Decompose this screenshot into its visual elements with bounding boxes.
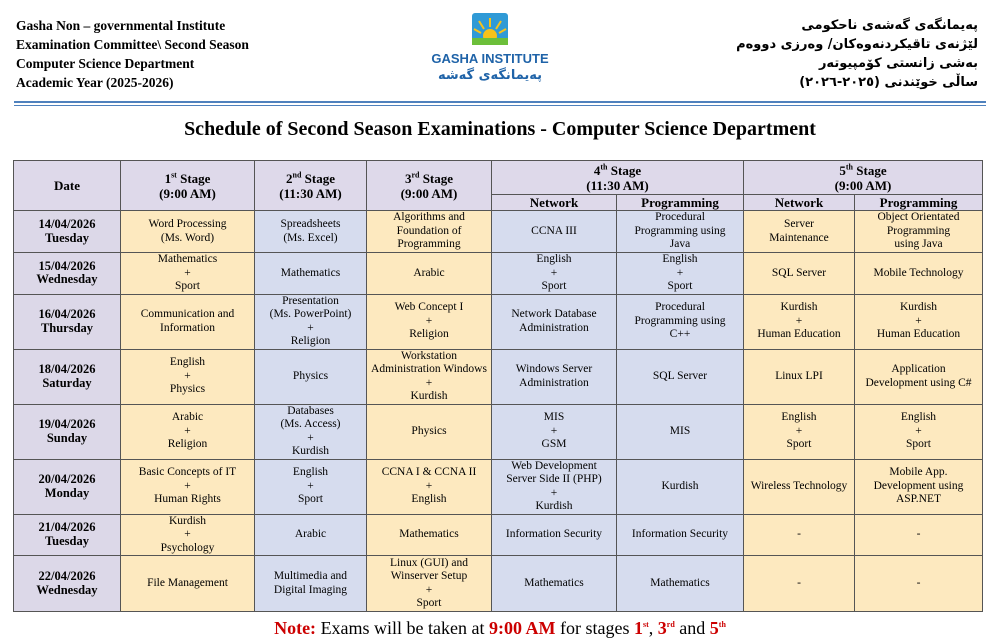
date-cell (14, 404, 121, 459)
stage-4-network-cell (492, 294, 617, 349)
stage-4-programming-cell (617, 459, 744, 514)
subject-line: + (550, 424, 558, 437)
stage-5-programming-cell (855, 349, 983, 404)
subject-line: Sport (541, 280, 567, 292)
subject-line: Procedural (655, 301, 705, 314)
date-cell (14, 556, 121, 612)
subject-line: + (676, 266, 684, 279)
subject-line: Arabic (294, 528, 327, 540)
subject-line: English (169, 356, 206, 369)
subject-line: + (915, 314, 922, 327)
stage-2-cell (255, 294, 367, 349)
institute-name-ku: پەیمانگەی گەشەی ناحکومی (801, 18, 978, 33)
exam-day: Monday (44, 485, 90, 500)
exam-day: Tuesday (44, 533, 89, 548)
stage-5-network-cell (744, 349, 855, 404)
stage-4-network-cell (492, 349, 617, 404)
subject-line: CCNA III (531, 224, 577, 237)
date-cell (14, 253, 121, 295)
stage-3-cell (367, 556, 492, 612)
exam-date: 16/04/2026 (38, 307, 96, 321)
table-row (14, 294, 983, 349)
subject-line: Databases (287, 404, 334, 417)
stage-5-network-cell (744, 459, 855, 514)
subject-line: Mathematics (280, 266, 341, 279)
subject-line: + (915, 424, 922, 437)
stage-4-network-cell (492, 459, 617, 514)
stage-5-programming-cell (855, 459, 983, 514)
subject-line: Religion (167, 438, 208, 451)
exam-day: Saturday (42, 375, 92, 390)
subject-line: ASP.NET (895, 493, 942, 506)
subject-line: Religion (409, 328, 449, 341)
date-cell (14, 514, 121, 556)
date-column-header: Date (14, 161, 121, 211)
subject-line: + (425, 376, 433, 389)
committee-name: Examination Committee\ Second Season (16, 37, 249, 52)
subject-line: English (781, 411, 817, 424)
stage-2-cell (255, 349, 367, 404)
stage-4-programming-cell (617, 514, 744, 556)
subject-line: Kurdish (535, 500, 573, 512)
subject-line: Development using C# (865, 376, 972, 389)
stage-4-programming-cell (617, 556, 744, 612)
stage-5-programming-cell (855, 253, 983, 295)
stage-5-network-cell (744, 404, 855, 459)
subject-line: + (550, 486, 558, 499)
stage-1-header: 1st Stage (9:00 AM) (121, 161, 255, 211)
stage-4-network-cell (492, 211, 617, 253)
stage-3-cell (367, 349, 492, 404)
subject-line: Application (891, 363, 946, 375)
stage-1-cell (121, 556, 255, 612)
stage-4-programming-cell (617, 404, 744, 459)
stage-4-programming-cell (617, 253, 744, 295)
table-row (14, 349, 983, 404)
subject-line: Word Processing (148, 218, 227, 230)
subject-line: Mathematics (399, 528, 459, 540)
table-row (14, 556, 983, 612)
subject-line: CCNA I & CCNA II (381, 466, 477, 479)
stage-5-network-cell (744, 514, 855, 556)
table-row (14, 211, 983, 253)
subject-line: Human Rights (154, 493, 221, 506)
table-row (14, 404, 983, 459)
stage-3-cell (367, 459, 492, 514)
subject-line: Workstation (401, 349, 457, 362)
subject-line: Kurdish (410, 390, 448, 402)
stage-1-cell (121, 294, 255, 349)
subject-line: using Java (894, 238, 943, 251)
subject-line: Kurdish (780, 301, 818, 314)
stage-4-programming-cell (617, 349, 744, 404)
stage-4-network-cell (492, 514, 617, 556)
subject-line: Psychology (160, 541, 215, 554)
subject-line: Foundation of (396, 224, 462, 237)
exam-date: 15/04/2026 (38, 258, 96, 273)
subject-line: - (916, 528, 921, 540)
subject-line: Mathematics (524, 576, 584, 589)
subject-line: + (307, 321, 314, 334)
academic-year-ku: ساڵی خوێندنی (٢٠٢٥-٢٠٢٦) (799, 75, 978, 90)
subject-line: Arabic (171, 411, 204, 424)
subject-line: Procedural (655, 211, 705, 224)
stage-3-header: 3rd Stage (9:00 AM) (367, 161, 492, 211)
stage-4-network-header: Network (492, 195, 617, 211)
stage-1-cell (121, 459, 255, 514)
stage-5-programming-header: Programming (855, 195, 983, 211)
subject-line: C++ (669, 328, 691, 341)
stage-5-network-cell (744, 556, 855, 612)
stage-4-network-cell (492, 253, 617, 295)
stage-1-cell (121, 514, 255, 556)
subject-line: + (425, 314, 433, 327)
subject-line: Administration Windows (371, 363, 487, 375)
subject-line: MIS (669, 424, 691, 437)
header-divider-thin (14, 105, 986, 106)
subject-line: GSM (541, 438, 567, 451)
stage-5-programming-cell (855, 211, 983, 253)
subject-line: Mathematics (650, 576, 710, 589)
exam-day: Wednesday (36, 582, 98, 597)
subject-line: Kurdish (291, 445, 330, 457)
subject-line: Maintenance (769, 231, 829, 244)
subject-line: + (307, 431, 314, 444)
subject-line: Object Orientated (877, 211, 960, 224)
subject-line: Wireless Technology (750, 479, 848, 492)
subject-line: Windows Server (515, 363, 593, 375)
subject-line: Network Database (511, 308, 597, 320)
subject-line: Linux (GUI) and (390, 556, 468, 569)
stage-5-network-header: Network (744, 195, 855, 211)
stage-2-cell (255, 253, 367, 295)
stage-4-network-cell (492, 556, 617, 612)
logo-english-text: GASHA INSTITUTE (431, 51, 549, 66)
stage-2-cell (255, 404, 367, 459)
subject-line: Development using (873, 479, 964, 492)
date-cell (14, 459, 121, 514)
subject-line: SQL Server (771, 266, 827, 279)
stage-2-header: 2nd Stage (11:30 AM) (255, 161, 367, 211)
exam-date: 20/04/2026 (38, 472, 96, 486)
header-right (736, 16, 978, 92)
stage-5-programming-cell (855, 404, 983, 459)
stage-4-programming-header: Programming (617, 195, 744, 211)
subject-line: MIS (543, 411, 565, 424)
subject-line: Human Education (876, 328, 961, 341)
subject-line: + (184, 528, 191, 540)
exam-date: 19/04/2026 (38, 417, 96, 431)
exam-date: 18/04/2026 (38, 362, 96, 376)
subject-line: Administration (519, 376, 589, 389)
exam-date: 14/04/2026 (38, 217, 96, 231)
table-row (14, 459, 983, 514)
logo-arabic-text: پەیمانگەی گەشە (437, 68, 543, 83)
exam-day: Wednesday (36, 272, 98, 287)
subject-line: + (425, 583, 433, 596)
subject-line: + (184, 369, 191, 382)
subject-line: English (662, 253, 698, 265)
header-left (16, 16, 249, 92)
subject-line: Server (783, 218, 814, 230)
stage-5-network-cell (744, 253, 855, 295)
department-name-ku: بەشی زانستی کۆمپیوتەر (818, 56, 978, 71)
exam-schedule-table (13, 160, 983, 612)
subject-line: + (795, 424, 803, 437)
stage-3-cell (367, 404, 492, 459)
subject-line: File Management (147, 576, 228, 589)
exam-day: Tuesday (44, 230, 89, 245)
subject-line: Communication and (140, 308, 235, 320)
subject-line: Kurdish (661, 479, 699, 492)
subject-line: (Ms. Excel) (283, 231, 338, 244)
subject-line: - (797, 576, 801, 589)
subject-line: + (307, 479, 314, 492)
subject-line: Sport (667, 280, 693, 292)
exam-day: Thursday (40, 320, 94, 335)
stage-2-cell (255, 211, 367, 253)
table-row (14, 514, 983, 556)
subject-line: Java (669, 238, 691, 251)
exam-day: Sunday (46, 430, 88, 445)
subject-line: Server Side II (PHP) (506, 473, 602, 485)
subject-line: Information Security (505, 528, 603, 540)
subject-line: - (797, 528, 801, 540)
subject-line: + (425, 479, 433, 492)
exam-date: 22/04/2026 (38, 569, 96, 583)
subject-line: Kurdish (168, 514, 207, 527)
date-cell (14, 211, 121, 253)
stage-5-programming-cell (855, 556, 983, 612)
page-title: Schedule of Second Season Examinations - Computer Science Department (184, 118, 816, 140)
stage-4-programming-cell (617, 294, 744, 349)
stage-1-cell (121, 404, 255, 459)
stage-2-cell (255, 514, 367, 556)
subject-line: Programming (397, 238, 461, 251)
stage-5-programming-cell (855, 294, 983, 349)
subject-line: Physics (292, 369, 329, 382)
subject-line: Spreadsheets (280, 218, 341, 230)
subject-line: Mobile App. (889, 466, 948, 479)
subject-line: Religion (290, 335, 331, 347)
subject-line: Multimedia and (273, 570, 348, 582)
header-divider (14, 101, 986, 103)
stage-2-cell (255, 556, 367, 612)
subject-line: SQL Server (652, 369, 708, 382)
subject-line: Information (160, 321, 215, 334)
subject-line: Winserver Setup (390, 570, 468, 582)
stage-3-cell (367, 294, 492, 349)
subject-line: Programming (886, 224, 951, 237)
subject-line: Human Education (757, 328, 841, 341)
stage-3-cell (367, 211, 492, 253)
subject-line: + (184, 266, 191, 279)
subject-line: Web Concept I (394, 301, 464, 314)
note-line: Note: Exams will be taken at 9:00 AM for stages 1st, 3rd and 5th (274, 618, 726, 638)
stage-1-cell (121, 349, 255, 404)
sunrise-logo-icon (470, 12, 510, 46)
subject-line: Sport (786, 438, 812, 451)
subject-line: English (292, 466, 329, 479)
stage-3-cell (367, 514, 492, 556)
subject-line: Presentation (282, 294, 339, 307)
stage-4-programming-cell (617, 211, 744, 253)
date-cell (14, 294, 121, 349)
subject-line: English (411, 493, 447, 506)
institute-name: Gasha Non – governmental Institute (16, 18, 226, 33)
department-name: Computer Science Department (16, 56, 195, 71)
subject-line: Linux LPI (775, 369, 823, 382)
subject-line: Mathematics (157, 253, 218, 265)
table-row (14, 253, 983, 295)
institute-logo (430, 12, 550, 94)
subject-line: Physics (169, 383, 206, 396)
subject-line: Algorithms and (393, 211, 465, 224)
note-label: Note: (274, 618, 317, 638)
subject-line: Web Development (511, 459, 597, 472)
subject-line: + (184, 424, 191, 437)
subject-line: + (184, 479, 191, 492)
subject-line: Programming using (634, 224, 726, 237)
subject-line: Basic Concepts of IT (138, 466, 237, 479)
subject-line: (Ms. Access) (280, 418, 341, 430)
subject-line: Sport (906, 438, 931, 451)
stage-5-network-cell (744, 294, 855, 349)
date-cell (14, 349, 121, 404)
stage-4-header: 4th Stage (11:30 AM) (492, 161, 744, 195)
subject-line: Mobile Technology (873, 266, 964, 279)
stage-5-network-cell (744, 211, 855, 253)
subject-line: + (550, 266, 558, 279)
subject-line: Physics (411, 424, 447, 437)
stage-5-programming-cell (855, 514, 983, 556)
stage-1-cell (121, 211, 255, 253)
subject-line: Information Security (631, 528, 729, 540)
subject-line: English (900, 411, 937, 424)
committee-name-ku: لێژنەی تاقیکردنەوەکان/ وەرزی دووەم (736, 37, 978, 52)
subject-line: Programming using (634, 314, 726, 327)
subject-line: - (916, 576, 921, 589)
subject-line: + (795, 314, 803, 327)
stage-1-cell (121, 253, 255, 295)
stage-5-header: 5th Stage (9:00 AM) (744, 161, 983, 195)
stage-2-cell (255, 459, 367, 514)
subject-line: (Ms. PowerPoint) (269, 308, 352, 320)
subject-line: Sport (298, 493, 323, 506)
subject-line: Arabic (413, 266, 445, 279)
subject-line: English (536, 253, 572, 265)
subject-line: (Ms. Word) (160, 231, 215, 244)
stage-4-network-cell (492, 404, 617, 459)
subject-line: Sport (416, 597, 442, 609)
subject-line: Sport (175, 280, 200, 292)
subject-line: Administration (519, 321, 589, 334)
exam-date: 21/04/2026 (38, 520, 96, 535)
subject-line: Digital Imaging (273, 583, 348, 596)
stage-3-cell (367, 253, 492, 295)
academic-year: Academic Year (2025-2026) (16, 75, 174, 90)
subject-line: Kurdish (899, 301, 938, 314)
